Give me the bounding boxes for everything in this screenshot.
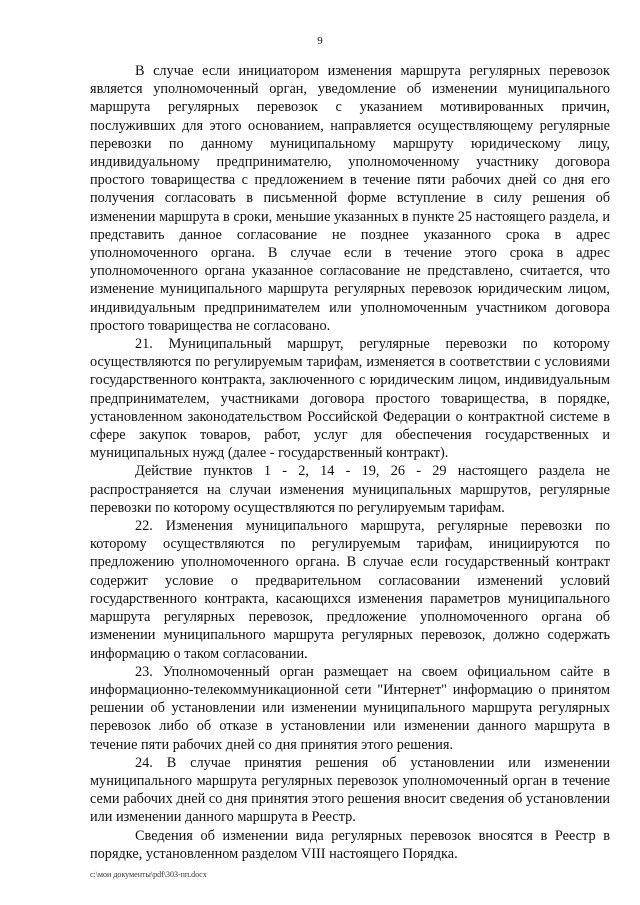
paragraph-route-change-notice: В случае если инициатором изменения маршрута регулярных перевозок является уполномоченный орган, уведомление об изменении муниципального маршрута регулярных перевозок с указанием мотивированных причин, послуживших для этого основанием, направляется осуществляющему регулярные перевозки по данному муниципальному маршруту юридическому лицу, индивидуальному предпринимателю, уполномоченному участнику договора простого товарищества с предложением в течение пяти рабочих дней со дня его получения согласовать в письменной форме вступление в силу решения об изменении маршрута в сроки, меньшие указанных в пункте 25 настоящего раздела, и представить данное согласование не позднее указанного срока в адрес уполномоченного органа. В случае если в течение этого срока в адрес уполномоченного органа указанное согласование не представлено, считается, что изменение муниципального маршрута регулярных перевозок юридическим лицом, индивидуальным предпринимателем или уполномоченным участником договора простого товарищества не согласовано. (90, 63, 610, 334)
paragraph-24: 24. В случае принятия решения об установлении или изменении муниципального маршрута регулярных перевозок уполномоченный орган в течение семи рабочих дней со дня принятия этого решения вносит сведения об установлении или изменении данного маршрута в Реестр. (90, 754, 610, 826)
page-number: 9 (317, 35, 323, 47)
document-body (90, 62, 610, 863)
paragraph-22: 22. Изменения муниципального маршрута, регулярные перевозки по которому осуществляются по регулируемым тарифам, инициируются по предложению уполномоченного органа. В случае если государственный контракт содержит условие о предварительном согласовании изменений условий государственного контракта, касающихся изменения параметров муниципального маршрута регулярных перевозок, предложение уполномоченного органа об изменении муниципального маршрута регулярных перевозок, должно содержать информацию о таком согласовании. (90, 518, 610, 662)
file-path-footer: c:\мои документы\pdf\303-пп.docx (90, 870, 207, 879)
paragraph-23: 23. Уполномоченный орган размещает на своем официальном сайте в информационно-телекоммуникационной сети "Интернет" информацию о принятом решении об установлении или изменении муниципального маршрута регулярных перевозок либо об отказе в установлении или изменении данного маршрута в течение пяти рабочих дней со дня принятия этого решения. (90, 663, 610, 753)
paragraph-21: 21. Муниципальный маршрут, регулярные перевозки по которому осуществляются по регулируемым тарифам, изменяется в соответствии с условиями государственного контракта, заключенного с юридическим лицом, индивидуальным предпринимателем, участниками договора простого товарищества, в порядке, установленном законодательством Российской Федерации о контрактной системе в сфере закупок товаров, работ, услуг для обеспечения государственных и муниципальных нужд (далее - государственный контракт). (90, 336, 610, 462)
paragraph-exemption: Действие пунктов 1 - 2, 14 - 19, 26 - 29 настоящего раздела не распространяется на случаи изменения муниципальных маршрутов, регулярные перевозки по которому осуществляются по регулируемым тарифам. (90, 463, 610, 516)
paragraph-registry-info: Сведения об изменении вида регулярных перевозок вносятся в Реестр в порядке, установленном разделом VIII настоящего Порядка. (90, 827, 610, 862)
